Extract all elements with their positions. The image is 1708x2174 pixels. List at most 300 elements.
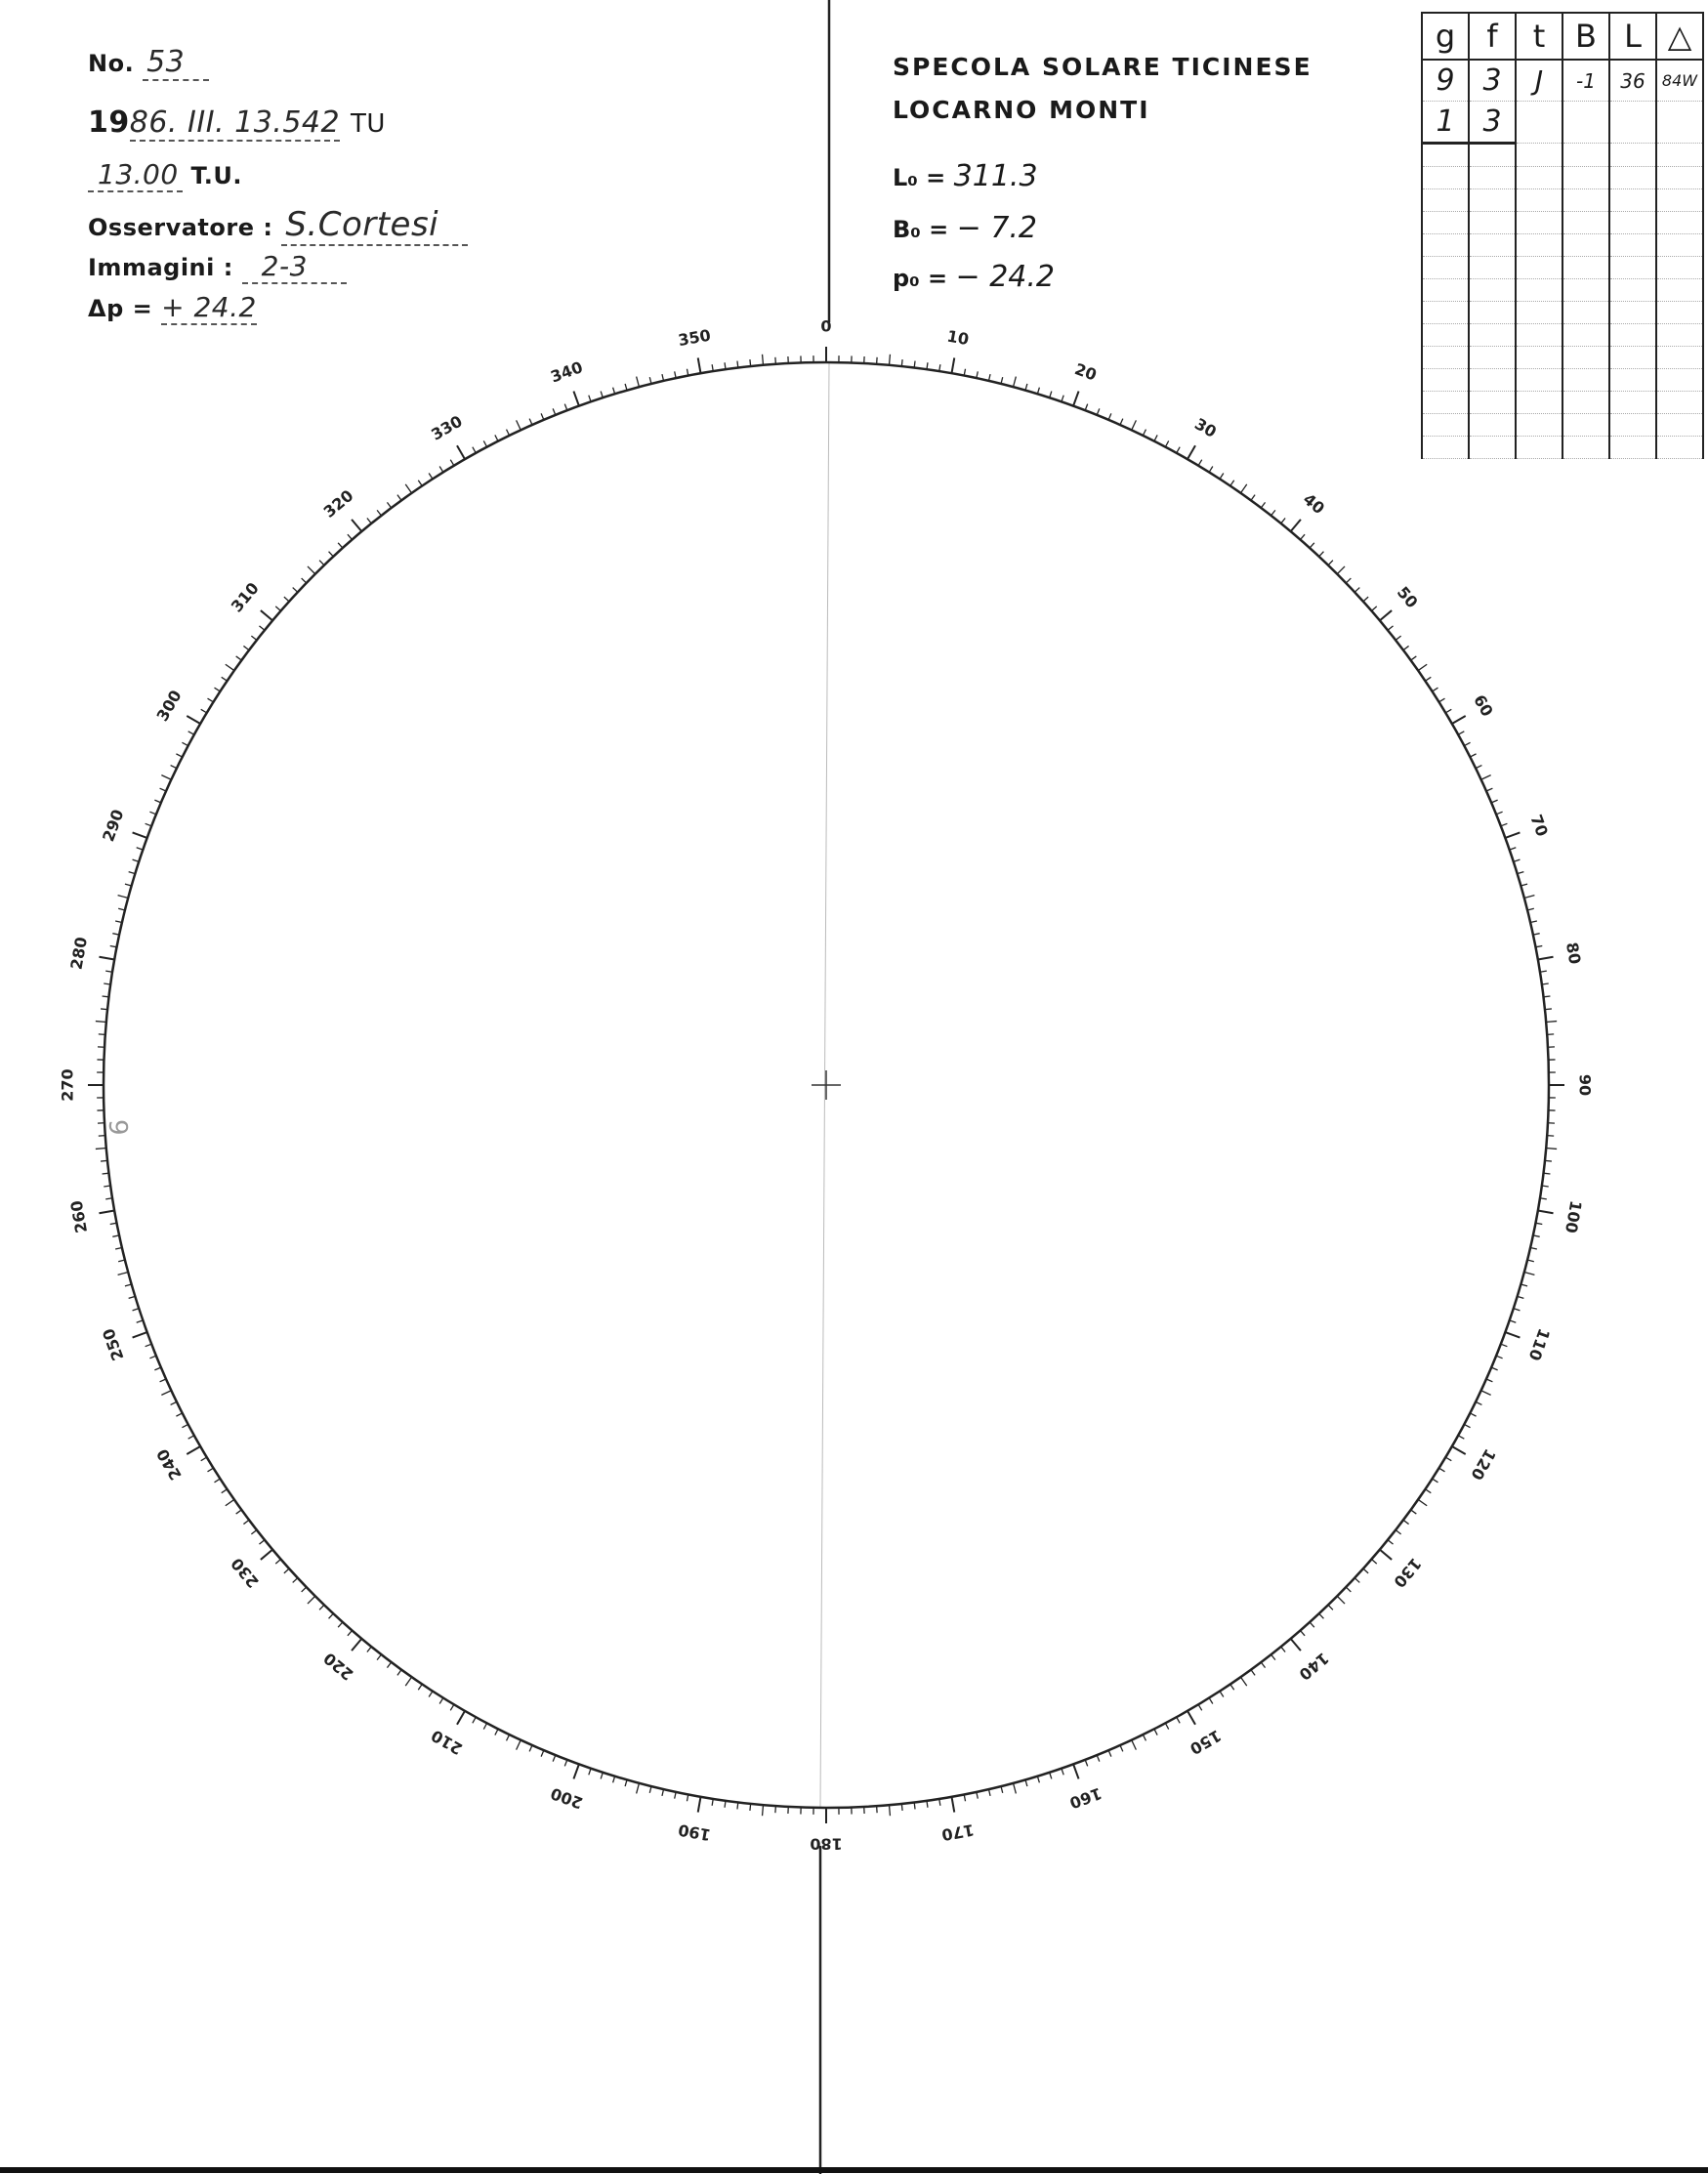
- degree-label: 230: [227, 1554, 263, 1592]
- degree-tick: [1546, 1148, 1557, 1149]
- degree-tick: [125, 884, 132, 886]
- degree-tick: [1371, 1559, 1376, 1564]
- degree-tick: [1533, 1235, 1540, 1236]
- degree-tick: [601, 1773, 603, 1779]
- table-header-cell: t: [1516, 13, 1562, 60]
- observer-value: S.Cortesi: [281, 205, 468, 246]
- degree-tick: [951, 357, 954, 373]
- degree-tick: [103, 1173, 109, 1174]
- degree-tick: [1062, 396, 1063, 402]
- degree-tick: [1319, 1613, 1324, 1618]
- degree-tick: [914, 361, 915, 368]
- degree-tick: [1310, 1622, 1314, 1627]
- degree-tick: [541, 413, 544, 419]
- degree-tick: [1300, 534, 1305, 539]
- degree-label: 320: [319, 485, 357, 522]
- degree-tick: [118, 908, 125, 910]
- table-header-cell: f: [1469, 13, 1516, 60]
- images-label: Immagini :: [88, 254, 233, 281]
- degree-label: 220: [319, 1649, 357, 1685]
- degree-tick: [1132, 420, 1137, 430]
- degree-tick: [215, 688, 221, 691]
- degree-tick: [573, 392, 578, 406]
- time-value: 13.00: [88, 158, 183, 192]
- table-header-cell: g: [1422, 13, 1469, 60]
- degree-tick: [1543, 996, 1550, 997]
- degree-tick: [103, 996, 109, 997]
- degree-tick: [439, 1698, 443, 1704]
- degree-tick: [662, 1789, 664, 1796]
- degree-tick: [1458, 732, 1464, 734]
- degree-tick: [129, 872, 136, 874]
- degree-tick: [553, 408, 556, 414]
- degree-tick: [988, 1789, 990, 1796]
- degree-tick: [171, 766, 177, 769]
- degree-tick: [1014, 377, 1017, 388]
- degree-tick: [96, 1148, 106, 1149]
- degree-tick: [188, 732, 194, 734]
- degree-tick: [1187, 445, 1195, 459]
- degree-tick: [737, 361, 738, 368]
- degree-tick: [1496, 812, 1502, 815]
- degree-tick: [1143, 430, 1146, 436]
- degree-tick: [118, 896, 129, 899]
- degree-tick: [564, 404, 567, 411]
- degree-tick: [1025, 384, 1027, 391]
- degree-tick: [1291, 1639, 1301, 1651]
- degree-label: 280: [66, 935, 92, 972]
- degree-tick: [1514, 1309, 1521, 1311]
- time-suffix: T.U.: [190, 162, 242, 189]
- degree-tick: [251, 1530, 257, 1534]
- degree-tick: [1510, 1320, 1517, 1322]
- degree-tick: [1439, 698, 1445, 702]
- degree-tick: [625, 1779, 627, 1786]
- degree-tick: [243, 1520, 249, 1524]
- degree-tick: [1220, 1692, 1224, 1697]
- table-cell: 3: [1469, 60, 1516, 102]
- degree-tick: [763, 355, 764, 365]
- degree-tick: [1545, 1009, 1552, 1010]
- degree-tick: [188, 1436, 194, 1439]
- degree-label: 70: [1526, 812, 1552, 839]
- degree-tick: [450, 460, 454, 466]
- degree-tick: [160, 788, 166, 791]
- degree-tick: [1187, 1711, 1195, 1725]
- table-header-cell: L: [1609, 13, 1656, 60]
- degree-tick: [1396, 636, 1401, 640]
- degree-tick: [1505, 832, 1520, 837]
- degree-tick: [377, 1654, 381, 1660]
- degree-tick: [397, 495, 401, 501]
- degree-tick: [308, 566, 315, 574]
- degree-label: 240: [152, 1445, 186, 1484]
- degree-tick: [284, 597, 289, 602]
- degree-label: 310: [227, 578, 263, 616]
- degree-tick: [275, 1559, 280, 1564]
- degree-tick: [889, 355, 890, 365]
- degree-tick: [1281, 518, 1285, 523]
- degree-tick: [226, 1499, 234, 1505]
- degree-label: 160: [1066, 1783, 1104, 1813]
- images-value: 2-3: [242, 250, 347, 284]
- degree-tick: [1025, 1779, 1027, 1786]
- degree-tick: [1251, 495, 1255, 501]
- degree-label: 0: [820, 316, 832, 336]
- degree-tick: [405, 484, 411, 493]
- degree-tick: [1486, 788, 1492, 791]
- degree-tick: [1527, 908, 1534, 910]
- degree-tick: [1530, 1247, 1537, 1249]
- degree-tick: [1073, 392, 1078, 406]
- number-label: No.: [88, 50, 135, 77]
- degree-label: 110: [1524, 1325, 1554, 1363]
- degree-tick: [1481, 1391, 1491, 1396]
- degree-tick: [553, 1755, 556, 1761]
- degree-label: 340: [548, 357, 586, 387]
- degree-tick: [1165, 1723, 1168, 1729]
- degree-tick: [1120, 419, 1123, 425]
- degree-tick: [1050, 392, 1052, 398]
- degree-label: 10: [945, 326, 971, 350]
- degree-tick: [1261, 1662, 1265, 1668]
- degree-tick: [259, 626, 264, 630]
- degree-tick: [1014, 1783, 1017, 1794]
- degree-tick: [261, 1550, 272, 1560]
- degree-label: 170: [939, 1819, 977, 1845]
- degree-tick: [763, 1805, 764, 1816]
- degree-tick: [1177, 447, 1180, 453]
- degree-label: 300: [152, 687, 186, 725]
- degree-tick: [495, 1729, 498, 1735]
- degree-tick: [251, 636, 257, 640]
- degree-tick: [1209, 1698, 1213, 1704]
- degree-tick: [302, 578, 307, 583]
- degree-tick: [259, 1540, 264, 1544]
- table-cell: J: [1516, 60, 1562, 102]
- degree-tick: [133, 859, 140, 861]
- degree-tick: [1546, 1022, 1557, 1023]
- degree-tick: [1346, 1587, 1351, 1592]
- degree-tick: [1396, 1530, 1401, 1534]
- degree-tick: [507, 1735, 510, 1740]
- degree-tick: [698, 1797, 701, 1813]
- degree-tick: [118, 1273, 129, 1275]
- degree-tick: [1240, 1677, 1246, 1686]
- degree-tick: [901, 1804, 902, 1811]
- degree-tick: [338, 543, 343, 548]
- degree-tick: [1346, 578, 1351, 583]
- degree-tick: [125, 1284, 132, 1286]
- degree-tick: [1439, 1468, 1445, 1472]
- degree-tick: [1380, 1550, 1392, 1560]
- degree-tick: [649, 377, 651, 384]
- degree-tick: [662, 374, 664, 381]
- degree-tick: [146, 1344, 152, 1347]
- L0-label: L₀ =: [893, 164, 946, 191]
- degree-tick: [675, 371, 676, 378]
- degree-tick: [541, 1750, 544, 1756]
- degree-tick: [573, 1764, 578, 1778]
- degree-tick: [1328, 1605, 1333, 1610]
- degree-tick: [1403, 646, 1409, 649]
- p0-label: p₀ =: [893, 265, 948, 292]
- degree-tick: [201, 1457, 207, 1461]
- degree-tick: [1085, 404, 1088, 411]
- degree-tick: [1363, 1568, 1368, 1573]
- degree-tick: [1533, 934, 1540, 935]
- degree-tick: [1491, 1367, 1497, 1370]
- degree-tick: [133, 1332, 147, 1337]
- degree-tick: [1230, 481, 1234, 486]
- degree-tick: [1001, 377, 1003, 384]
- degree-tick: [1097, 1755, 1100, 1761]
- degree-tick: [1418, 1499, 1427, 1505]
- degree-tick: [1496, 1356, 1502, 1359]
- B0-label: B₀ =: [893, 216, 949, 243]
- degree-tick: [302, 1587, 307, 1592]
- degree-tick: [1097, 408, 1100, 414]
- observatory-location: LOCARNO MONTI: [893, 96, 1150, 124]
- degree-tick: [1524, 1273, 1535, 1275]
- degree-tick: [914, 1802, 915, 1809]
- degree-tick: [1411, 1510, 1417, 1514]
- degree-label: 250: [99, 1325, 128, 1363]
- degree-tick: [1198, 460, 1202, 466]
- degree-label: 140: [1295, 1649, 1333, 1685]
- degree-label: 260: [66, 1198, 92, 1235]
- degree-tick: [750, 359, 751, 366]
- degree-label: 130: [1390, 1554, 1426, 1592]
- degree-tick: [1261, 502, 1265, 508]
- degree-tick: [1418, 664, 1427, 670]
- degree-tick: [112, 1235, 119, 1236]
- degree-tick: [951, 1797, 954, 1813]
- degree-tick: [1476, 1401, 1481, 1404]
- degree-tick: [1524, 896, 1535, 899]
- degree-tick: [352, 1639, 361, 1651]
- degree-tick: [1425, 677, 1431, 681]
- table-cell: 84W: [1656, 60, 1703, 102]
- margin-note: 9: [103, 1119, 132, 1136]
- degree-tick: [161, 775, 171, 780]
- degree-tick: [348, 534, 353, 539]
- degree-tick: [901, 359, 902, 366]
- degree-tick: [589, 1769, 591, 1776]
- table-header-cell: △: [1656, 13, 1703, 60]
- degree-tick: [1143, 1735, 1146, 1740]
- degree-tick: [429, 474, 433, 480]
- degree-tick: [1452, 716, 1466, 724]
- degree-tick: [1154, 1729, 1157, 1735]
- degree-tick: [529, 419, 532, 425]
- degree-label: 330: [428, 411, 466, 444]
- degree-tick: [1380, 610, 1392, 620]
- degree-tick: [483, 440, 486, 446]
- degree-tick: [1337, 1596, 1345, 1604]
- degree-tick: [101, 1009, 107, 1010]
- degree-tick: [154, 1367, 160, 1370]
- degree-tick: [1354, 588, 1359, 593]
- degree-tick: [99, 1210, 114, 1213]
- degree-tick: [1177, 1717, 1180, 1723]
- degree-tick: [1530, 921, 1537, 923]
- degree-tick: [319, 561, 324, 565]
- degree-label: 290: [99, 807, 128, 845]
- degree-tick: [1240, 484, 1246, 493]
- degree-tick: [1452, 1446, 1466, 1454]
- degree-label: 90: [1575, 1073, 1595, 1097]
- degree-tick: [1154, 435, 1157, 440]
- degree-tick: [637, 1783, 640, 1794]
- L0-value: 311.3: [953, 159, 1038, 193]
- observatory-name: SPECOLA SOLARE TICINESE: [893, 53, 1312, 81]
- degree-tick: [1001, 1786, 1003, 1793]
- degree-tick: [1209, 467, 1213, 473]
- degree-tick: [1354, 1578, 1359, 1583]
- degree-tick: [1050, 1773, 1052, 1779]
- degree-tick: [1230, 1684, 1234, 1690]
- table-cell: 36: [1609, 60, 1656, 102]
- date-prefix: 19: [88, 105, 130, 140]
- degree-tick: [1271, 1654, 1275, 1660]
- degree-tick: [457, 445, 465, 459]
- degree-tick: [377, 510, 381, 516]
- degree-tick: [1486, 1379, 1492, 1382]
- degree-tick: [613, 388, 615, 395]
- degree-tick: [201, 709, 207, 713]
- degree-tick: [115, 1247, 122, 1249]
- number-value: 53: [143, 45, 209, 81]
- degree-tick: [1120, 1745, 1123, 1751]
- degree-tick: [529, 1745, 532, 1751]
- table-cell: 1: [1422, 102, 1469, 144]
- degree-tick: [352, 520, 361, 531]
- degree-tick: [133, 832, 147, 837]
- degree-tick: [473, 1717, 476, 1723]
- degree-tick: [1251, 1670, 1255, 1676]
- degree-tick: [1470, 1413, 1476, 1416]
- degree-tick: [243, 646, 249, 649]
- degree-tick: [418, 481, 422, 486]
- degree-tick: [1433, 688, 1438, 691]
- degree-tick: [236, 1510, 242, 1514]
- degree-tick: [517, 420, 521, 430]
- degree-tick: [348, 1630, 353, 1635]
- degree-tick: [112, 934, 119, 935]
- table-cell: 9: [1422, 60, 1469, 102]
- degree-tick: [507, 430, 510, 436]
- degree-tick: [750, 1804, 751, 1811]
- degree-label: 150: [1187, 1726, 1225, 1759]
- degree-label: 200: [548, 1783, 586, 1813]
- degree-tick: [160, 1379, 166, 1382]
- degree-tick: [698, 357, 701, 373]
- degree-tick: [1108, 1750, 1111, 1756]
- degree-tick: [96, 1022, 106, 1023]
- degree-tick: [1062, 1769, 1063, 1776]
- table-cell: 3: [1469, 102, 1516, 144]
- degree-tick: [215, 1479, 221, 1483]
- degree-tick: [1411, 656, 1417, 660]
- degree-tick: [1481, 775, 1491, 780]
- degree-tick: [1543, 1173, 1550, 1174]
- delta-p-value: + 24.2: [161, 291, 257, 323]
- degree-tick: [1491, 800, 1497, 803]
- degree-tick: [637, 377, 640, 388]
- degree-tick: [1445, 1457, 1451, 1461]
- degree-label: 60: [1470, 691, 1497, 720]
- degree-tick: [649, 1786, 651, 1793]
- degree-tick: [450, 1704, 454, 1710]
- degree-tick: [1337, 566, 1345, 574]
- degree-tick: [589, 396, 591, 402]
- degree-tick: [149, 1356, 155, 1359]
- table-cell: -1: [1562, 60, 1609, 102]
- degree-tick: [397, 1670, 401, 1676]
- degree-label: 350: [676, 325, 713, 351]
- degree-tick: [176, 1413, 182, 1416]
- degree-tick: [1300, 1630, 1305, 1635]
- degree-tick: [99, 957, 114, 960]
- degree-tick: [1476, 766, 1481, 769]
- degree-tick: [1310, 543, 1314, 548]
- degree-tick: [161, 1391, 171, 1396]
- delta-p-label: Δp =: [88, 295, 153, 322]
- degree-tick: [1433, 1479, 1438, 1483]
- degree-tick: [133, 1309, 140, 1311]
- degree-tick: [226, 664, 234, 670]
- degree-tick: [1363, 597, 1368, 602]
- degree-label: 270: [58, 1068, 77, 1102]
- degree-tick: [1403, 1520, 1409, 1524]
- degree-tick: [1501, 1344, 1508, 1347]
- degree-tick: [1108, 413, 1111, 419]
- degree-tick: [1328, 561, 1333, 565]
- degree-tick: [222, 677, 228, 681]
- B0-value: − 7.2: [956, 211, 1038, 245]
- degree-tick: [208, 698, 214, 702]
- degree-tick: [1319, 552, 1324, 557]
- degree-tick: [977, 371, 978, 378]
- degree-tick: [1388, 626, 1393, 630]
- degree-tick: [1538, 1210, 1554, 1213]
- degree-tick: [329, 1613, 334, 1618]
- degree-tick: [1518, 872, 1524, 874]
- degree-tick: [1538, 957, 1554, 960]
- degree-tick: [1510, 848, 1517, 850]
- degree-tick: [149, 812, 155, 815]
- degree-tick: [308, 1596, 315, 1604]
- p0-value: − 24.2: [955, 260, 1055, 294]
- degree-tick: [387, 1662, 391, 1668]
- date-value: 86. III. 13.542: [129, 105, 341, 140]
- degree-tick: [154, 800, 160, 803]
- degree-tick: [457, 1711, 465, 1725]
- degree-tick: [101, 1160, 107, 1161]
- degree-label: 120: [1467, 1445, 1500, 1484]
- degree-tick: [1521, 1284, 1527, 1286]
- degree-tick: [675, 1792, 676, 1799]
- degree-tick: [473, 447, 476, 453]
- degree-tick: [182, 742, 187, 745]
- degree-tick: [367, 1647, 371, 1651]
- date-suffix: TU: [351, 109, 386, 139]
- degree-tick: [405, 1677, 411, 1686]
- degree-tick: [418, 1684, 422, 1690]
- degree-tick: [1425, 1489, 1431, 1493]
- degree-tick: [1220, 474, 1224, 480]
